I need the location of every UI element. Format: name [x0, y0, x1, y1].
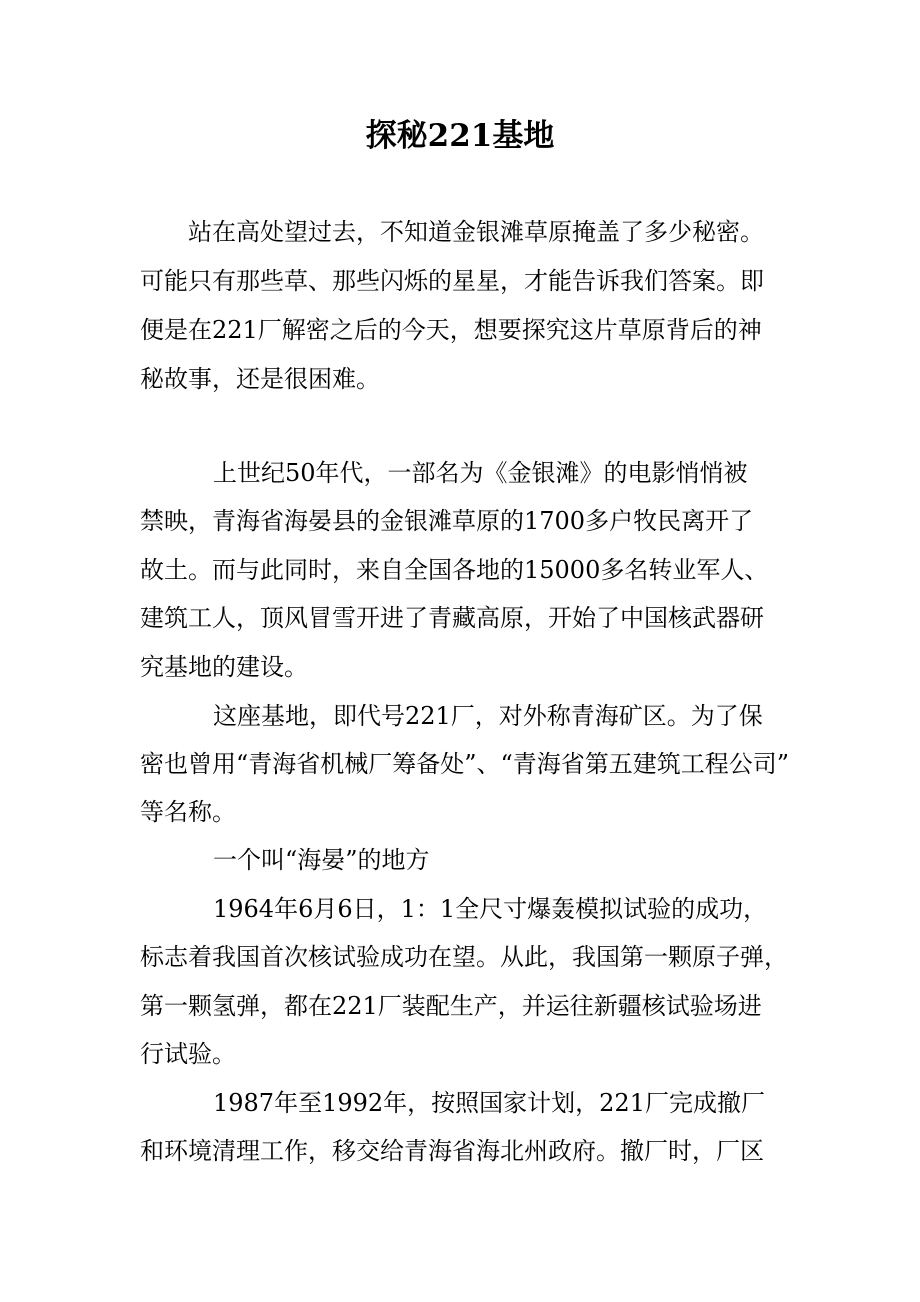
paragraph-1-line-3: 便是在221厂解密之后的今天，想要探究这片草原背后的神	[140, 316, 762, 344]
paragraph-3-line-2: 密也曾用“青海省机械厂筹备处”、“青海省第五建筑工程公司”	[140, 750, 790, 778]
paragraph-2-line-4: 建筑工人，顶风冒雪开进了青藏高原，开始了中国核武器研	[140, 604, 764, 632]
paragraph-4-line-4: 行试验。	[140, 1040, 236, 1068]
paragraph-1-line-2: 可能只有那些草、那些闪烁的星星，才能告诉我们答案。即	[140, 267, 764, 295]
paragraph-2-line-2: 禁映，青海省海晏县的金银滩草原的1700多户牧民离开了	[140, 507, 754, 535]
paragraph-1-line-4: 秘故事，还是很困难。	[140, 365, 380, 393]
paragraph-4-line-3: 第一颗氢弹，都在221厂装配生产，并运往新疆核试验场进	[140, 992, 762, 1020]
paragraph-5-line-1: 1987年至1992年，按照国家计划，221厂完成撤厂	[213, 1089, 765, 1117]
paragraph-4-line-2: 标志着我国首次核试验成功在望。从此，我国第一颗原子弹，	[140, 943, 788, 971]
paragraph-5-line-2: 和环境清理工作，移交给青海省海北州政府。撤厂时，厂区	[140, 1137, 764, 1165]
paragraph-2-line-5: 究基地的建设。	[140, 653, 308, 681]
paragraph-3-line-3: 等名称。	[140, 798, 236, 826]
paragraph-4-line-1: 1964年6月6日，1：1全尺寸爆轰模拟试验的成功，	[213, 895, 768, 923]
page-title: 探秘221基地	[365, 118, 555, 154]
paragraph-2-line-3: 故土。而与此同时，来自全国各地的15000多名转业军人、	[140, 556, 769, 584]
paragraph-1-line-1: 站在高处望过去，不知道金银滩草原掩盖了多少秘密。	[188, 218, 764, 246]
section-heading: 一个叫“海晏”的地方	[213, 846, 430, 874]
paragraph-3-line-1: 这座基地，即代号221厂，对外称青海矿区。为了保	[213, 702, 763, 730]
paragraph-2-line-1: 上世纪50年代，一部名为《金银滩》的电影悄悄被	[213, 459, 748, 487]
